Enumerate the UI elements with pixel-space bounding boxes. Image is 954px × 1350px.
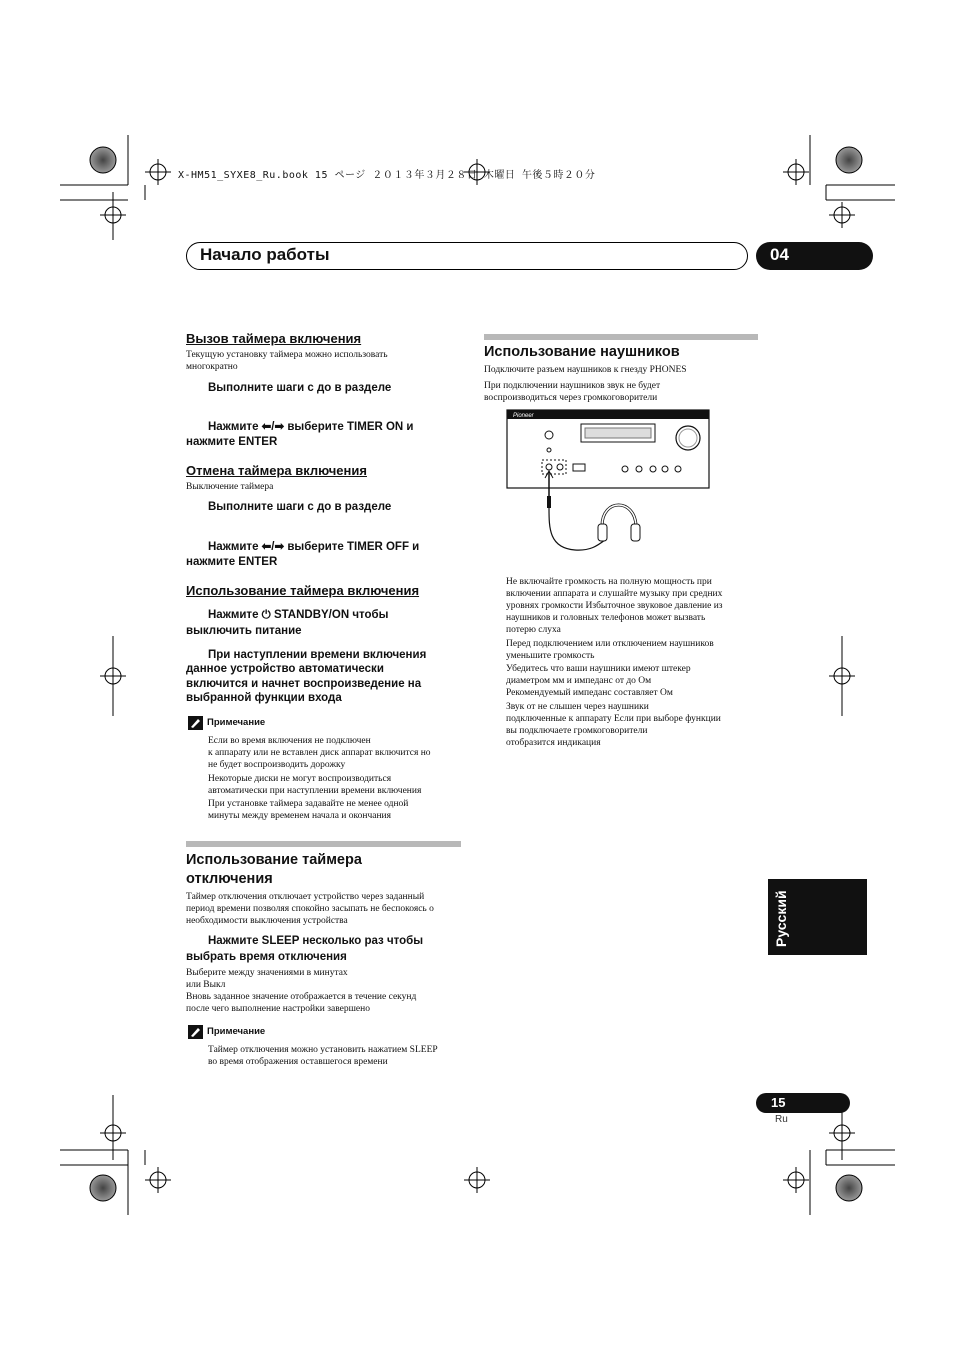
section-divider (186, 841, 461, 847)
language-tab-label: Русский (773, 890, 789, 947)
note-line: не будет воспроизводить дорожку (208, 760, 346, 770)
note-icon (188, 1025, 203, 1039)
note-line: диаметром мм и импеданс от до Ом (506, 676, 652, 686)
section-heading-sleep-timer: Использование таймера (186, 852, 362, 868)
note-line: Некоторые диски не могут воспроизводиться (208, 774, 392, 784)
note-line: уменьшите громкость (506, 651, 595, 661)
step-text: Нажмите ⏻ STANDBY/ON чтобы (208, 609, 389, 621)
note-line: Не включайте громкость на полную мощность при (506, 577, 712, 587)
note-line: Убедитесь что ваши наушники имеют штекер (506, 664, 691, 674)
note-line: вы подключаете громкоговорители (506, 726, 648, 736)
step-text: Нажмите ⬅/➡ выберите TIMER ON и (208, 421, 414, 433)
step-text: При наступлении времени включения (208, 649, 427, 661)
section-heading-sleep-timer-cont: отключения (186, 871, 273, 887)
section-divider (484, 334, 758, 340)
note-line: включении аппарата и слушайте музыку при средних (506, 589, 723, 599)
note-line: минуты между временем начала и окончания (208, 811, 391, 821)
section-heading-timer-recall: Вызов таймера включения (186, 331, 362, 346)
section-heading-headphones: Использование наушников (484, 344, 680, 360)
body-line: Текущую установку таймера можно использовать (186, 350, 388, 360)
device-brand: Pioneer (513, 413, 534, 419)
step-text: выбранной функции входа (186, 692, 342, 704)
step-text: включится и начнет воспроизведение на (186, 678, 422, 690)
chapter-title: Начало работы (200, 245, 330, 264)
step-text: Нажмите ⬅/➡ выберите TIMER OFF и (208, 541, 420, 553)
note-line: Если во время включения не подключен (208, 736, 371, 746)
running-head: X-HM51_SYXE8_Ru.book 15 ページ ２０１３年３月２８日 木曜日 午後５時２０分 (178, 170, 596, 181)
step-text: Выполните шаги с до в разделе (208, 382, 392, 394)
note-line: отобразится индикация (506, 738, 601, 748)
note-line: Звук от не слышен через наушники (506, 702, 649, 712)
body-line: многократно (186, 362, 238, 372)
section-heading-timer-use: Использование таймера включения (186, 583, 420, 598)
body-line: Выключение таймера (186, 482, 274, 492)
step-text: Нажмите SLEEP несколько раз чтобы (208, 935, 424, 947)
note-line: к аппарату или не вставлен диск аппарат включится но (208, 748, 431, 758)
body-line: после чего выполнение настройки завершено (186, 1004, 370, 1014)
note-line: автоматически при наступлении времени включения (208, 786, 422, 796)
step-text: выключить питание (186, 625, 302, 637)
device-headphones-illustration (505, 408, 713, 568)
body-line: Подключите разъем наушников к гнезду PHONES (484, 365, 687, 375)
body-line: воспроизводиться через громкоговорители (484, 393, 658, 403)
step-text: нажмите ENTER (186, 436, 278, 448)
body-line: или Выкл (186, 980, 226, 990)
note-line: Рекомендуемый импеданс составляет Ом (506, 688, 673, 698)
note-line: подключенные к аппарату Если при выборе функции (506, 714, 721, 724)
step-text: данное устройство автоматически (186, 663, 384, 675)
chapter-number: 04 (770, 245, 789, 264)
note-line: во время отображения оставшегося времени (208, 1057, 388, 1067)
step-text: нажмите ENTER (186, 556, 278, 568)
step-text: Выполните шаги с до в разделе (208, 501, 392, 513)
body-line: При подключении наушников звук не будет (484, 381, 661, 391)
note-line: потерю слуха (506, 625, 561, 635)
page-language-code: Ru (775, 1114, 788, 1125)
note-line: наушников и головных телефонов может вызвать (506, 613, 706, 623)
note-icon (188, 716, 203, 730)
note-line: Перед подключением или отключением наушников (506, 639, 714, 649)
note-line: уровнях громкости Избыточное звуковое давление из (506, 601, 723, 611)
body-line: Вновь заданное значение отображается в течение секунд (186, 992, 417, 1002)
note-label: Примечание (207, 717, 266, 728)
body-line: Выберите между значениями в минутах (186, 968, 348, 978)
page-number: 15 (771, 1095, 786, 1110)
step-text: выбрать время отключения (186, 951, 347, 963)
note-line: Таймер отключения можно установить нажатием SLEEP (208, 1045, 438, 1055)
note-line: При установке таймера задавайте не менее одной (208, 799, 409, 809)
body-line: период времени позволяя спокойно засыпать не беспокоясь о (186, 904, 434, 914)
body-line: Таймер отключения отключает устройство через заданный (186, 892, 425, 902)
note-label: Примечание (207, 1026, 266, 1037)
body-line: необходимости выключения устройства (186, 916, 348, 926)
section-heading-timer-cancel: Отмена таймера включения (186, 463, 367, 478)
